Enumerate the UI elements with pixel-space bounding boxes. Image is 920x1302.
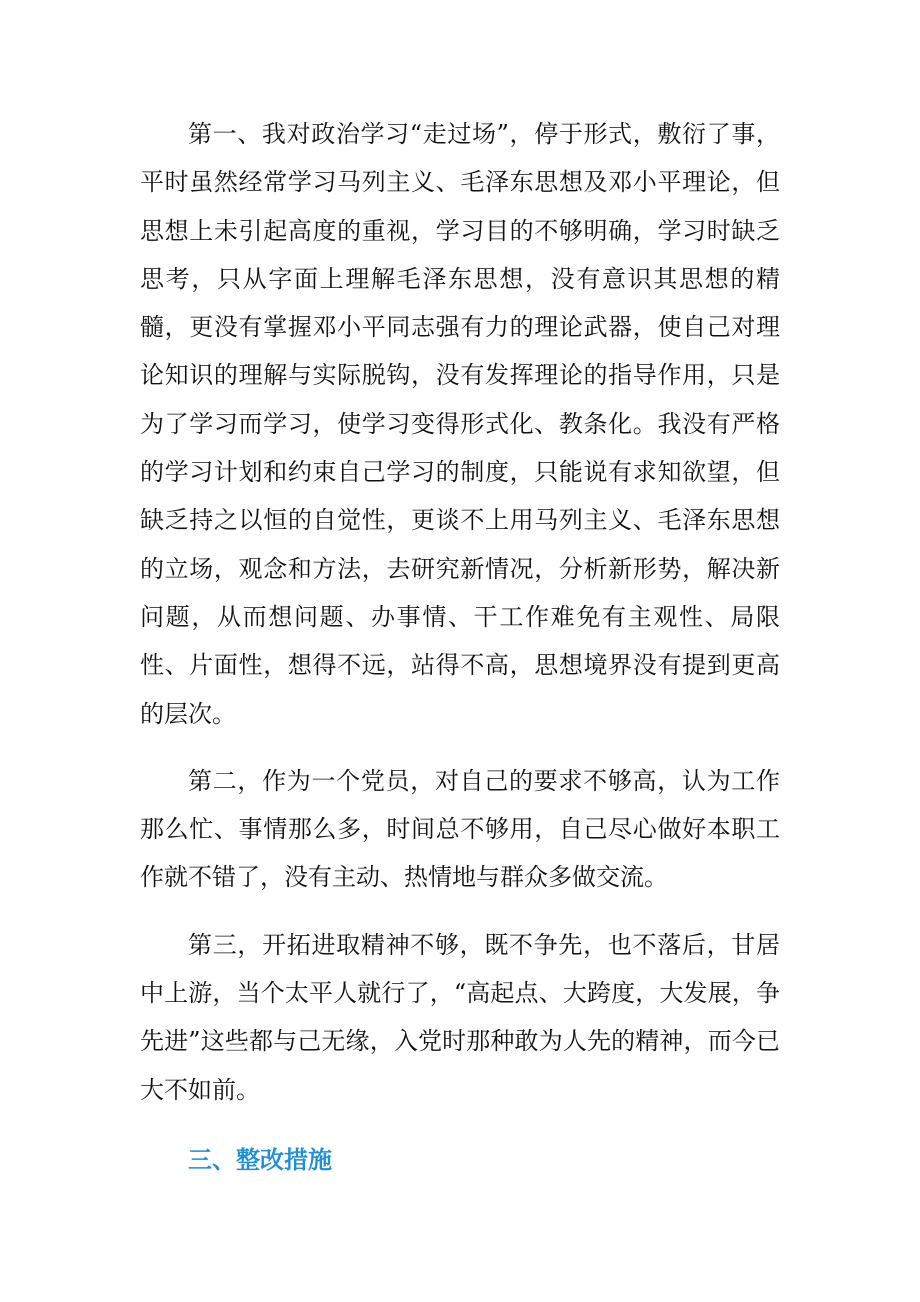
- paragraph-first: 第一、我对政治学习“走过场”，停于形式，敷衍了事，平时虽然经常学习马列主义、毛泽东思想及邓小平理论，但思想上未引起高度的重视，学习目的不够明确，学习时缺乏思考，只从字面上理解毛泽东思想，没有意识其思想的精髓，更没有掌握邓小平同志强有力的理论武器，使自己对理论知识的理解与实际脱钩，没有发挥理论的指导作用，只是为了学习而学习，使学习变得形式化、教条化。我没有严格的学习计划和约束自己学习的制度，只能说有求知欲望，但缺乏持之以恒的自觉性，更谈不上用马列主义、毛泽东思想的立场，观念和方法，去研究新情况，分析新形势，解决新问题，从而想问题、办事情、干工作难免有主观性、局限性、片面性，想得不远，站得不高，思想境界没有提到更高的层次。: [140, 120, 780, 728]
- document-body: [140, 110, 780, 1184]
- paragraph-second: 第二，作为一个党员，对自己的要求不够高，认为工作那么忙、事情那么多，时间总不够用，自己尽心做好本职工作就不错了，没有主动、热情地与群众多做交流。: [140, 766, 780, 892]
- paragraph-third: 第三，开拓进取精神不够，既不争先，也不落后，甘居中上游，当个太平人就行了，“高起点、大跨度，大发展，争先进”这些都与己无缘，入党时那种敢为人先的精神，而今已大不如前。: [140, 930, 780, 1104]
- section-heading: 三、整改措施: [188, 1145, 332, 1174]
